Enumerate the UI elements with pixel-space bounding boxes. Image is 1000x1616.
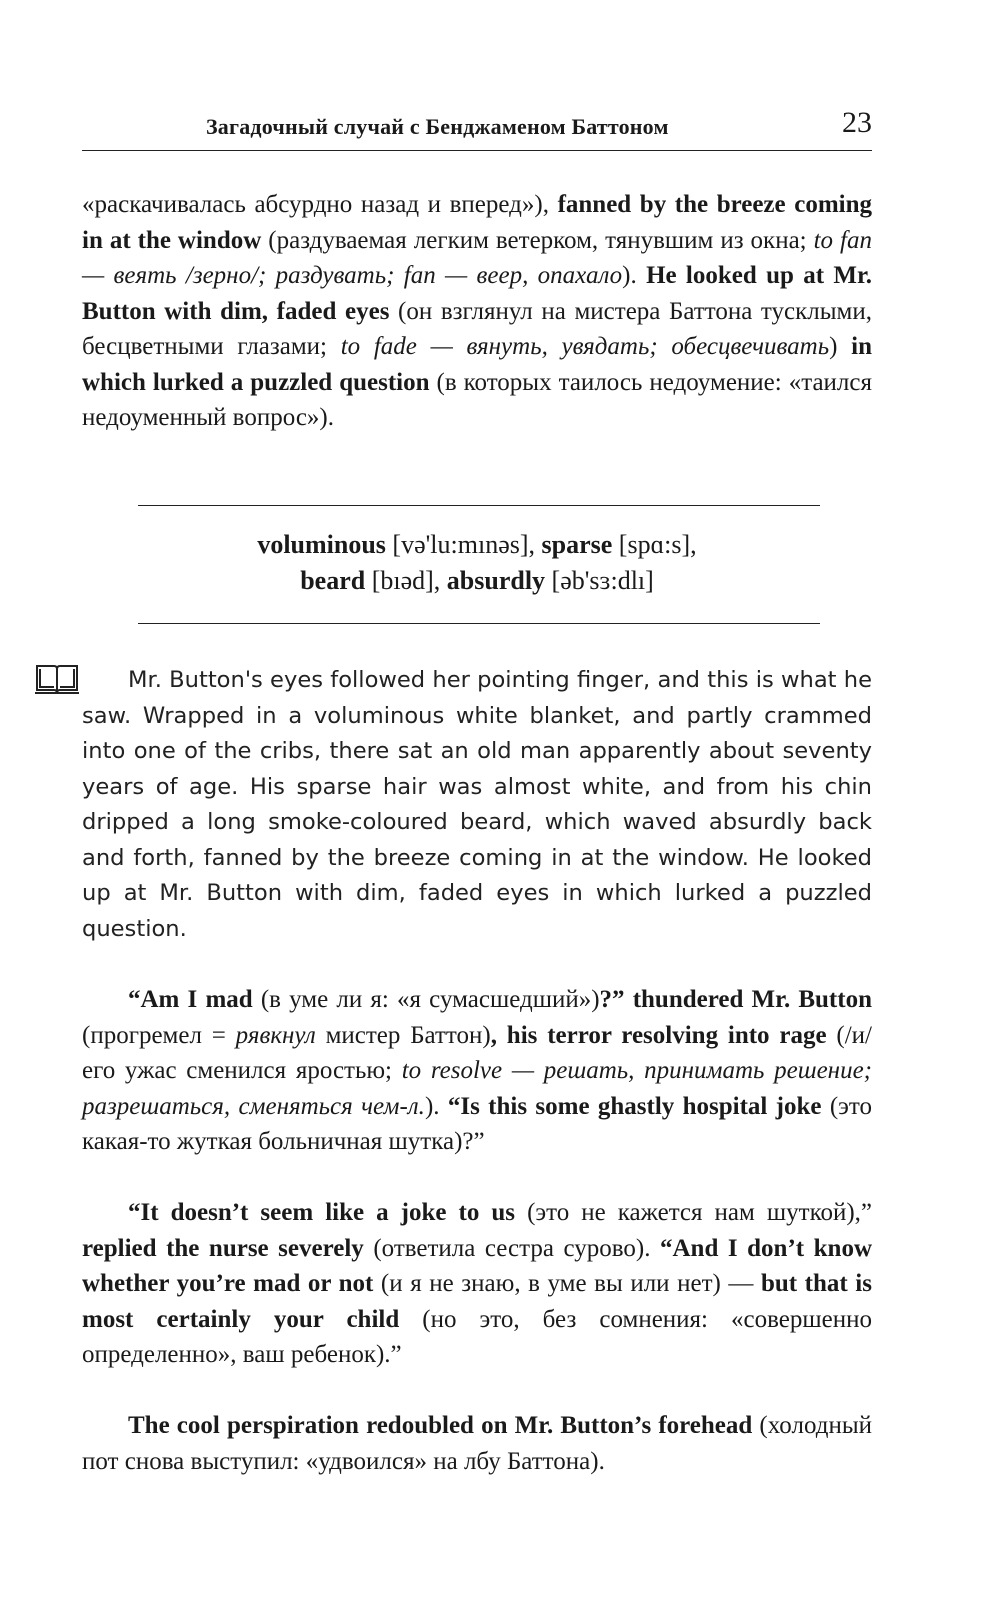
text: (это какая-то жуткая больничная шутка)?” bbox=[82, 1092, 872, 1155]
italic-gloss: to resolve — решать, принимать решение; разрешаться, сменяться чем-л. bbox=[82, 1057, 873, 1120]
divider-bottom bbox=[138, 623, 820, 624]
commentary-paragraph-3 bbox=[82, 1195, 872, 1373]
vocab-word: sparse bbox=[541, 530, 613, 559]
bold-phrase: but that is most certainly your child bbox=[82, 1270, 872, 1333]
text: ). bbox=[424, 1092, 448, 1120]
bold-phrase: The cool perspiration redoubled on Mr. Button’s forehead bbox=[128, 1412, 753, 1439]
open-book-icon bbox=[34, 662, 80, 696]
text: (в которых таилось недоумение: «таился недоуменный вопрос»). bbox=[82, 368, 872, 431]
commentary-paragraph-1 bbox=[82, 187, 872, 436]
vocab-line-2 bbox=[82, 563, 872, 599]
text: (прогремел = bbox=[82, 1021, 236, 1049]
vocab-word: beard bbox=[300, 566, 366, 595]
page-number: 23 bbox=[842, 106, 872, 139]
text: (/и/ его ужас сменился яростью; bbox=[82, 1021, 872, 1084]
text: (холодный пот снова выступил: «удвоился» на лбу Баттона). bbox=[82, 1412, 873, 1475]
transcription: [spɑ:s], bbox=[612, 530, 697, 559]
text: (раздуваемая легким ветерком, тянувшим из окна; bbox=[261, 226, 814, 254]
bold-phrase: “Am I mad bbox=[128, 986, 253, 1013]
running-title: Загадочный случай с Бенджаменом Баттоном bbox=[206, 114, 669, 139]
bold-phrase: “Is this some ghastly hospital joke bbox=[447, 1092, 822, 1120]
text: (и я не знаю, в уме вы или нет) — bbox=[373, 1270, 761, 1297]
original-text-paragraph: Mr. Button's eyes followed her pointing finger, and this is what he saw. Wrapped in a voluminous white blanket, and partly crammed into one of the cribs, there sat an old man apparently about seventy years of age. His sparse hair was almost white, and from his chin dripped a long smoke-coloured beard, which waved absurdly back and forth, fanned by the breeze coming in at the window. He looked up at Mr. Button with dim, faded eyes in which lurked a puzzled question. bbox=[82, 667, 872, 942]
bold-phrase: fanned by the breeze coming in at the window bbox=[82, 191, 872, 254]
vocab-line-1 bbox=[82, 527, 872, 563]
transcription: [bıəd], bbox=[365, 566, 447, 595]
vocab-word: voluminous bbox=[257, 530, 386, 559]
bold-phrase: “And I don’t know whether you’re mad or not bbox=[82, 1234, 872, 1297]
vocabulary-block bbox=[82, 527, 872, 599]
text: мистер Баттон) bbox=[315, 1021, 491, 1049]
italic-gloss: to fade — вянуть, увядать; обесцвечивать bbox=[340, 333, 830, 360]
bold-phrase: He looked up at Mr. Button with dim, faded eyes bbox=[82, 262, 873, 325]
italic-gloss: рявкнул bbox=[235, 1021, 316, 1049]
divider-top bbox=[138, 505, 820, 506]
text: (он взглянул на мистера Баттона тусклыми, бесцветными глазами; bbox=[82, 297, 872, 360]
vocab-word: absurdly bbox=[446, 566, 546, 595]
text: (в уме ли я: «я сумасшедший») bbox=[252, 986, 600, 1013]
italic-gloss: to fan — веять /зерно/; раздувать; fan — веер, опахало bbox=[82, 226, 872, 289]
bold-phrase: “It doesn’t seem like a joke to us bbox=[128, 1199, 516, 1226]
text: (но это, без сомнения: «совершенно определенно», ваш ребенок).” bbox=[82, 1305, 872, 1368]
bold-phrase: , his terror resolving into rage bbox=[490, 1021, 827, 1049]
text: ) bbox=[829, 333, 852, 360]
bold-phrase: ?” thundered Mr. Button bbox=[599, 986, 872, 1013]
text: (это не кажется нам шуткой),” bbox=[515, 1199, 872, 1226]
transcription: [və'lu:mınəs], bbox=[385, 530, 542, 559]
text: (ответила сестра сурово). bbox=[363, 1234, 660, 1262]
commentary-paragraph-4 bbox=[82, 1408, 872, 1479]
text: ). bbox=[622, 262, 647, 289]
transcription: [əb'sɜ:dlı] bbox=[545, 566, 654, 595]
page-header bbox=[82, 102, 872, 151]
bold-phrase: in which lurked a puzzled question bbox=[82, 333, 873, 396]
commentary-paragraph-2 bbox=[82, 982, 872, 1160]
text: «раскачивалась абсурдно назад и вперед»), bbox=[82, 191, 558, 218]
bold-phrase: replied the nurse severely bbox=[82, 1234, 364, 1262]
